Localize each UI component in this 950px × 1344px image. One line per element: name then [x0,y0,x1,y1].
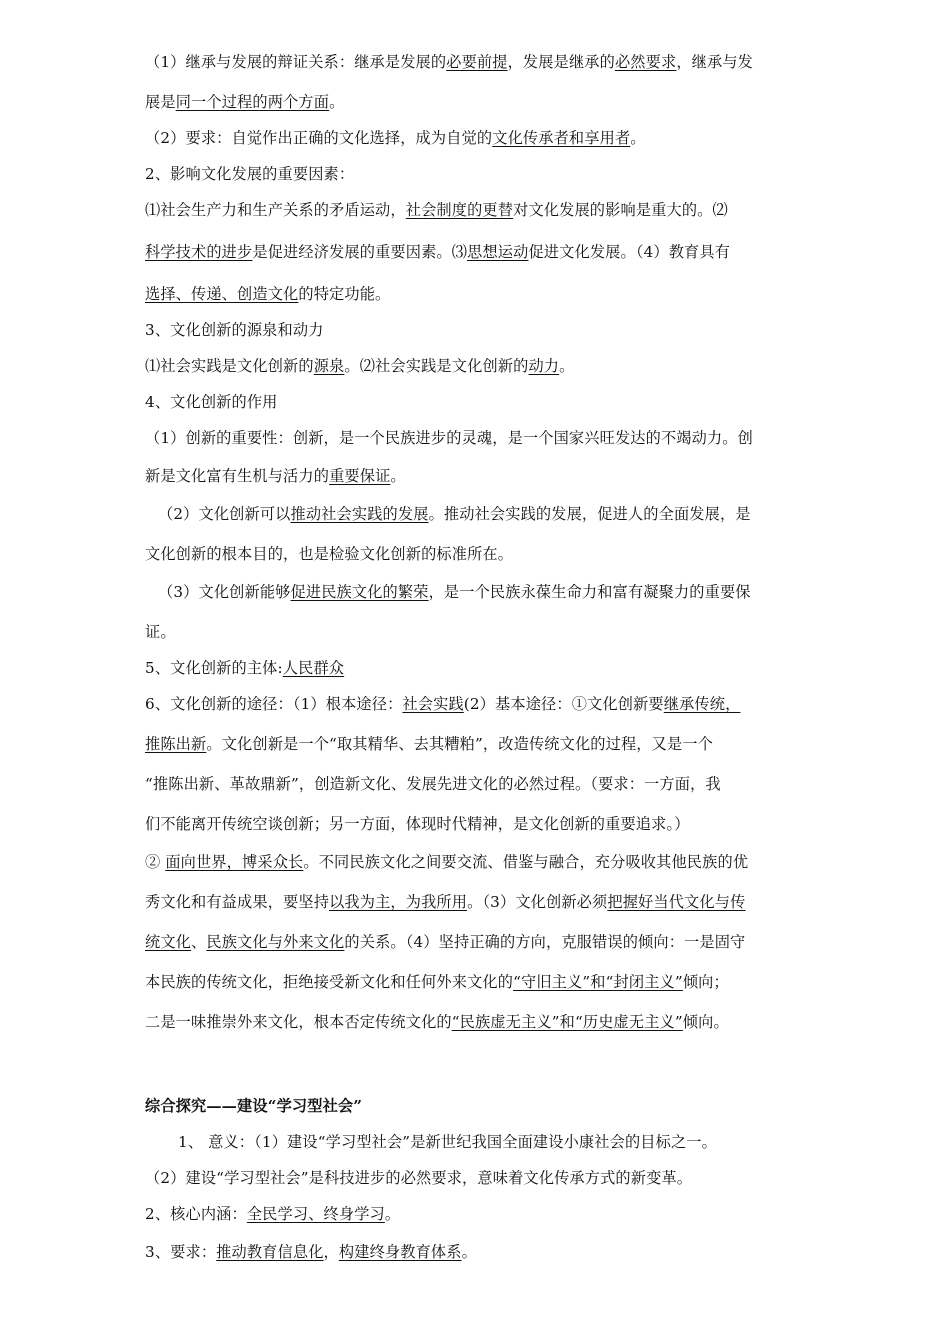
text-run: (2）基本途径：①文化创新要 [463,695,664,713]
text-run: ⑴社会实践是文化创新的 [145,357,314,375]
text-run: 倾向。 [682,1013,729,1031]
text-line [145,892,745,912]
underlined-key-term: 推陈出新 [145,735,207,753]
text-line [145,200,728,220]
text-line [145,622,176,642]
text-line [145,1168,692,1188]
text-line [158,582,751,602]
text-run: 的特定功能。 [298,285,391,303]
text-run: 。 [329,93,345,111]
text-line [145,52,753,72]
underlined-key-term: 促进民族文化的繁荣 [290,583,429,601]
text-line [145,694,740,714]
underlined-key-term: 人民群众 [282,659,345,677]
text-run: 本民族的传统文化，拒绝接受新文化和任何外来文化的 [145,973,514,991]
text-run: （3）文化创新能够 [158,583,291,601]
text-run: ， [323,1243,339,1261]
text-run: 。（3）文化创新必须 [467,893,608,911]
text-run: 、 [191,933,207,951]
text-line [145,164,354,184]
underlined-key-term: 科学技术的进步 [145,243,253,261]
text-run: 。 [630,129,646,147]
underlined-key-term: 推动社会实践的发展 [290,505,429,523]
text-run: 是促进经济发展的重要因素。⑶ [252,243,468,261]
text-line [158,504,751,524]
text-line [145,972,729,992]
text-run: （1）创新的重要性：创新，是一个民族进步的灵魂，是一个国家兴旺发达的不竭动力。创 [145,429,753,447]
underlined-key-term: “民族虚无主义”和“历史虚无主义” [451,1013,683,1031]
text-line [145,356,575,376]
text-run: 5、文化创新的主体: [145,659,283,677]
text-run: （1）继承与发展的辩证关系：继承是发展的 [145,53,447,71]
underlined-key-term: 构建终身教育体系 [338,1243,462,1261]
underlined-key-term: 动力 [528,357,560,375]
text-line [145,1242,477,1262]
text-run: 1、 意义：（1）建设“学习型社会”是新世纪我国全面建设小康社会的目标之一。 [178,1133,717,1151]
text-run: 。 [461,1243,477,1261]
text-line [145,544,513,564]
text-line [145,852,748,872]
underlined-key-term: 面向世界，博采众长 [165,853,304,871]
text-run: 。推动社会实践的发展，促进人的全面发展，是 [428,505,751,523]
text-run: 的关系。（4）坚持正确的方向，克服错误的倾向：一是固守 [344,933,746,951]
underlined-key-term: “守旧主义”和“封闭主义” [513,973,683,991]
text-line [145,392,278,412]
text-run: （2）文化创新可以 [158,505,291,523]
underlined-key-term: 重要保证 [329,467,391,485]
text-run: 秀文化和有益成果，要坚持 [145,893,330,911]
text-run: 们不能离开传统空谈创新；另一方面，体现时代精神，是文化创新的重要追求。） [145,815,690,833]
text-run: 4、文化创新的作用 [145,393,278,411]
text-run: （2）建设“学习型社会”是科技进步的必然要求，意味着文化传承方式的新变革。 [145,1169,693,1187]
underlined-key-term: 推动教育信息化 [216,1243,324,1261]
text-run: 。文化创新是一个“取其精华、去其糟粕”，改造传统文化的过程，又是一个 [206,735,713,753]
text-run: 。 [559,357,575,375]
underlined-key-term: 把握好当代文化与传 [607,893,746,911]
text-run: 3、要求： [145,1243,217,1261]
text-run: 3、文化创新的源泉和动力 [145,321,324,339]
text-run: ⑴社会生产力和生产关系的矛盾运动， [145,201,406,219]
text-run: 对文化发展的影响是重大的。⑵ [513,201,728,219]
underlined-key-term: 民族文化与外来文化 [206,933,345,951]
underlined-key-term: 继承传统， [663,695,741,713]
text-run: 证。 [145,623,176,641]
text-run: ② [145,853,166,871]
text-run: 2、核心内涵： [145,1205,247,1223]
underlined-key-term: 社会制度的更替 [405,201,514,219]
text-line [178,1132,717,1152]
text-run: 二是一味推崇外来文化，根本否定传统文化的 [145,1013,452,1031]
text-line [145,92,344,112]
underlined-key-term: 统文化 [145,933,192,951]
text-line [145,1204,400,1224]
underlined-key-term: 全民学习、终身学习 [246,1205,385,1223]
text-run: 文化创新的根本目的，也是检验文化创新的标准所在。 [145,545,514,563]
text-line [145,774,721,794]
text-line [145,734,713,754]
text-run: 6、文化创新的途径：（1）根本途径： [145,695,403,713]
underlined-key-term: 社会实践 [402,695,464,713]
text-line [145,428,753,448]
text-run: 展是 [145,93,176,111]
text-run: 。 [390,467,406,485]
text-run: 。 [384,1205,401,1223]
underlined-key-term: 必要前提 [446,53,508,71]
underlined-key-term: 以我为主，为我所用 [329,893,468,911]
text-run: ，是一个民族永葆生命力和富有凝聚力的重要保 [428,583,751,601]
underlined-key-term: 必然要求 [614,53,677,71]
underlined-key-term: 同一个过程的两个方面 [175,93,330,111]
text-line [145,320,324,340]
text-run: “推陈出新、革故鼎新”，创造新文化、发展先进文化的必然过程。（要求：一方面，我 [145,775,721,793]
text-line [145,466,406,486]
text-line [145,814,690,834]
text-run: 促进文化发展。（4）教育具有 [528,243,731,261]
text-line [145,128,646,148]
text-run: 新是文化富有生机与活力的 [145,467,330,485]
text-line [145,932,745,952]
text-run: 。不同民族文化之间要交流、借鉴与融合，充分吸收其他民族的优 [303,853,749,871]
underlined-key-term: 文化传承者和享用者 [492,129,631,147]
underlined-key-term: 选择、传递、创造文化 [145,285,299,303]
section-heading [145,1096,362,1116]
text-run: ，继承与发 [676,53,754,71]
text-run: 2、影响文化发展的重要因素： [145,165,355,183]
underlined-key-term: 源泉 [313,357,345,375]
bold-heading-text: 综合探究——建设“学习型社会” [145,1097,363,1115]
text-run: 。⑵社会实践是文化创新的 [344,357,529,375]
text-line [145,284,390,304]
text-run: 倾向； [682,973,729,991]
text-line [145,1012,729,1032]
text-line [145,242,730,262]
text-run: ，发展是继承的 [507,53,615,71]
text-line [145,658,344,678]
underlined-key-term: 思想运动 [467,243,529,261]
text-run: （2）要求：自觉作出正确的文化选择，成为自觉的 [145,129,493,147]
